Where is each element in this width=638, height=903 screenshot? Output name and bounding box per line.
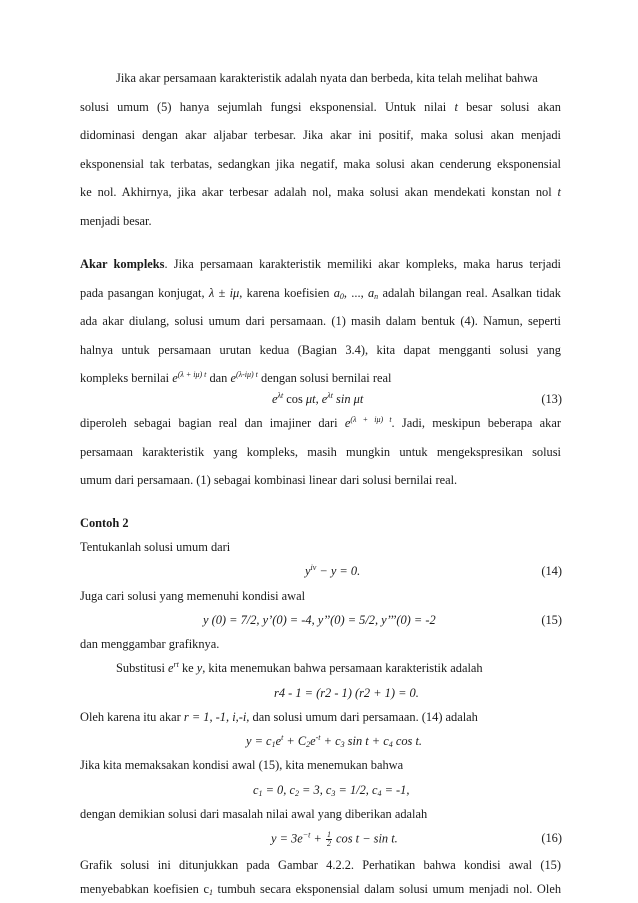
para2-line3: ada akar diulang, solusi umum dari persamaan. (1) masih dalam bentuk (4). Namun, seperti xyxy=(80,314,561,328)
para2-line5: kompleks bernilai $e^{(\lambda + i\mu) t}$ dan $e^{(\lambda-i\mu) t}$ dengan solusi bernilai real xyxy=(80,370,392,385)
example-line9: menyebabkan koefisien $c_1$ tumbuh secara eksponensial dalam solusi umum menjadi nol. Oleh xyxy=(80,882,562,897)
equation-16: $y = 3e^{-t}$ + $\frac{1}{2}$ cos t − sin t. xyxy=(271,830,398,848)
para2-line1: Akar kompleks. Jika persamaan karakteristik memiliki akar kompleks, maka harus terjadi xyxy=(80,257,561,271)
para2-line2: pada pasangan konjugat, λ ± iμ, karena koefisien $a_0$, ..., $a_n$ adalah bilangan real. Asalkan tidak xyxy=(80,286,561,301)
para2-heading: Akar kompleks xyxy=(80,257,165,271)
para1-line2: solusi umum (5) hanya sejumlah fungsi eksponensial. Untuk nilai t besar solusi akan xyxy=(80,100,562,114)
example-line4: Substitusi $e^{rt}$ ke y, kita menemukan bahwa persamaan karakteristik adalah xyxy=(116,660,483,675)
example-line2: Juga cari solusi yang memenuhi kondisi awal xyxy=(80,589,306,603)
para1-line6: menjadi besar. xyxy=(80,214,152,228)
example-line7: dengan demikian solusi dari masalah nilai awal yang diberikan adalah xyxy=(80,807,428,821)
characteristic-equation: r4 - 1 = (r2 - 1) (r2 + 1) = 0. xyxy=(274,686,419,700)
fraction-one-half: $\frac{1}{2}$ xyxy=(326,830,331,848)
para2-line4: halnya untuk persamaan urutan kedua (Bagian 3.4), kita dapat mengganti solusi yang xyxy=(80,343,561,357)
equation-13-number: (13) xyxy=(541,392,562,406)
example-heading: Contoh 2 xyxy=(80,516,129,530)
example-line8: Grafik solusi ini ditunjukkan pada Gambar 4.2.2. Perhatikan bahwa kondisi awal (15) xyxy=(80,858,561,872)
equation-15-number: (15) xyxy=(541,613,562,627)
example-line5: Oleh karena itu akar r = 1, -1, i,-i, dan solusi umum dari persamaan. (14) adalah xyxy=(80,710,478,724)
para1-line4: eksponensial tak terbatas, sedangkan jika negatif, maka solusi akan cenderung eksponensial xyxy=(80,157,561,171)
para1-line5-text: ke nol. Akhirnya, jika akar terbesar adalah nol, maka solusi akan mendekati konstan nol t xyxy=(80,185,561,199)
coefficients-equation: $c_1 = 0$, $c_2 = 3$, $c_3 = 1/2$, $c_4 = -1$, xyxy=(253,783,410,798)
equation-15: y (0) = 7/2, y’(0) = -4, y’’(0) = 5/2, y’’’(0) = -2 xyxy=(203,613,436,627)
para2-line6: diperoleh sebagai bagian real dan imajiner dari $e^{(\lambda + i\mu) t}$. Jadi, meskipun beberapa akar xyxy=(80,415,561,430)
example-line6: Jika kita memaksakan kondisi awal (15), kita menemukan bahwa xyxy=(80,758,404,772)
para1-line1: Jika akar persamaan karakteristik adalah nyata dan berbeda, kita telah melihat bahwa xyxy=(116,71,538,85)
para2-line7: persamaan karakteristik yang kompleks, masih mungkin untuk mengekspresikan solusi xyxy=(80,445,561,459)
equation-13: $e^{\lambda t}$ cos μt, $e^{\lambda t}$ sin μt xyxy=(272,391,364,406)
example-line1: Tentukanlah solusi umum dari xyxy=(80,540,231,554)
general-solution-equation: $y = c_1e^t + C_2e^{-t} + c_3$ $\sin t + c_4$ cos t. xyxy=(246,733,422,749)
equation-14-number: (14) xyxy=(541,564,562,578)
equation-16-number: (16) xyxy=(541,831,562,845)
equation-14: $y^{iv} - y = 0$. xyxy=(305,563,361,578)
para1-line3: didominasi dengan akar aljabar terbesar. Jika akar ini positif, maka solusi akan menjadi xyxy=(80,128,561,142)
para2-line8: umum dari persamaan. (1) sebagai kombinasi linear dari solusi bernilai real. xyxy=(80,473,458,487)
example-line3: dan menggambar grafiknya. xyxy=(80,637,220,651)
